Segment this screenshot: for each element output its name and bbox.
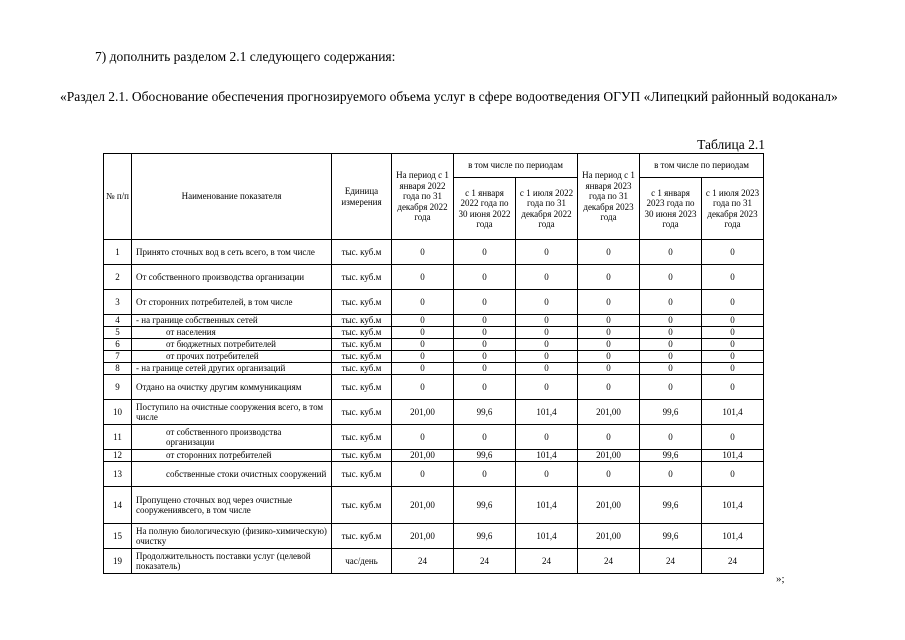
row-value: 0	[392, 425, 454, 450]
table-row	[104, 363, 764, 375]
table-row	[104, 265, 764, 290]
row-value: 0	[392, 290, 454, 315]
row-value: 99,6	[454, 524, 516, 549]
row-value: 0	[516, 265, 578, 290]
row-unit: час/день	[332, 549, 392, 574]
row-name: от сторонних потребителей	[132, 450, 332, 462]
table-row	[104, 524, 764, 549]
header-incl-2022: в том числе по периодам	[454, 154, 578, 178]
row-value: 0	[516, 339, 578, 351]
row-value: 24	[640, 549, 702, 574]
row-value: 0	[454, 462, 516, 487]
row-value: 0	[702, 240, 764, 265]
row-name: от прочих потребителей	[132, 351, 332, 363]
row-value: 101,4	[516, 487, 578, 524]
table-row	[104, 549, 764, 574]
row-unit: тыс. куб.м	[332, 240, 392, 265]
row-unit: тыс. куб.м	[332, 462, 392, 487]
row-unit: тыс. куб.м	[332, 351, 392, 363]
table-row	[104, 290, 764, 315]
row-value: 0	[702, 425, 764, 450]
row-number: 6	[104, 339, 132, 351]
row-value: 24	[392, 549, 454, 574]
row-name: Пропущено сточных вод через очистные сооружениявсего, в том числе	[132, 487, 332, 524]
header-h2-2023: с 1 июля 2023 года по 31 декабря 2023 года	[702, 178, 764, 240]
row-unit: тыс. куб.м	[332, 400, 392, 425]
row-unit: тыс. куб.м	[332, 339, 392, 351]
table-row	[104, 400, 764, 425]
row-value: 0	[702, 290, 764, 315]
row-value: 99,6	[454, 487, 516, 524]
closing-mark: »;	[776, 573, 785, 585]
row-number: 10	[104, 400, 132, 425]
row-value: 101,4	[516, 524, 578, 549]
row-number: 19	[104, 549, 132, 574]
row-value: 99,6	[454, 450, 516, 462]
row-value: 0	[702, 363, 764, 375]
row-value: 0	[454, 265, 516, 290]
row-value: 101,4	[516, 400, 578, 425]
table-row	[104, 375, 764, 400]
row-value: 0	[392, 315, 454, 327]
row-value: 201,00	[578, 487, 640, 524]
row-value: 0	[454, 315, 516, 327]
row-value: 0	[392, 375, 454, 400]
row-value: 201,00	[392, 524, 454, 549]
row-value: 101,4	[516, 450, 578, 462]
row-value: 0	[454, 375, 516, 400]
row-value: 0	[578, 351, 640, 363]
row-name: На полную биологическую (физико-химическую) очистку	[132, 524, 332, 549]
row-value: 0	[454, 339, 516, 351]
row-value: 0	[702, 339, 764, 351]
row-name: От сторонних потребителей, в том числе	[132, 290, 332, 315]
header-name: Наименование показателя	[132, 154, 332, 240]
row-unit: тыс. куб.м	[332, 363, 392, 375]
row-value: 101,4	[702, 400, 764, 425]
row-value: 0	[702, 351, 764, 363]
header-num: № п/п	[104, 154, 132, 240]
table-row	[104, 425, 764, 450]
row-name: - на границе собственных сетей	[132, 315, 332, 327]
row-unit: тыс. куб.м	[332, 327, 392, 339]
header-h1-2022: с 1 января 2022 года по 30 июня 2022 года	[454, 178, 516, 240]
row-unit: тыс. куб.м	[332, 487, 392, 524]
row-value: 0	[516, 240, 578, 265]
row-value: 0	[640, 462, 702, 487]
row-value: 0	[578, 425, 640, 450]
header-period-2023: На период с 1 января 2023 года по 31 декабря 2023 года	[578, 154, 640, 240]
row-name: от населения	[132, 327, 332, 339]
table-row	[104, 327, 764, 339]
row-value: 101,4	[702, 450, 764, 462]
row-value: 0	[640, 425, 702, 450]
table-row	[104, 450, 764, 462]
row-value: 0	[516, 327, 578, 339]
row-value: 24	[516, 549, 578, 574]
row-number: 4	[104, 315, 132, 327]
row-value: 99,6	[640, 524, 702, 549]
row-value: 0	[578, 327, 640, 339]
row-name: Поступило на очистные сооружения всего, в том числе	[132, 400, 332, 425]
row-value: 0	[702, 265, 764, 290]
row-value: 0	[640, 265, 702, 290]
row-value: 24	[578, 549, 640, 574]
row-value: 0	[640, 315, 702, 327]
row-value: 0	[454, 290, 516, 315]
table-row	[104, 351, 764, 363]
row-number: 1	[104, 240, 132, 265]
row-value: 0	[640, 363, 702, 375]
row-number: 9	[104, 375, 132, 400]
row-value: 0	[578, 290, 640, 315]
header-incl-2023: в том числе по периодам	[640, 154, 764, 178]
row-value: 0	[392, 240, 454, 265]
row-unit: тыс. куб.м	[332, 265, 392, 290]
row-value: 201,00	[392, 487, 454, 524]
header-period-2022: На период с 1 января 2022 года по 31 декабря 2022 года	[392, 154, 454, 240]
row-value: 201,00	[392, 450, 454, 462]
table-row	[104, 339, 764, 351]
header-unit: Единица измерения	[332, 154, 392, 240]
row-value: 0	[702, 462, 764, 487]
row-name: от бюджетных потребителей	[132, 339, 332, 351]
row-number: 3	[104, 290, 132, 315]
row-value: 0	[702, 315, 764, 327]
row-value: 0	[578, 375, 640, 400]
row-name: Отдано на очистку другим коммуникациям	[132, 375, 332, 400]
table-row	[104, 315, 764, 327]
row-value: 0	[454, 351, 516, 363]
row-value: 0	[516, 425, 578, 450]
row-value: 0	[640, 375, 702, 400]
row-value: 0	[392, 462, 454, 487]
row-value: 24	[702, 549, 764, 574]
row-value: 0	[392, 339, 454, 351]
section-title: «Раздел 2.1. Обоснование обеспечения прогнозируемого объема услуг в сфере водоотведения ОГУП «Липецкий районный водоканал»	[60, 89, 838, 104]
row-value: 0	[392, 363, 454, 375]
row-value: 24	[454, 549, 516, 574]
header-h1-2023: с 1 января 2023 года по 30 июня 2023 года	[640, 178, 702, 240]
row-unit: тыс. куб.м	[332, 375, 392, 400]
row-name: - на границе сетей других организаций	[132, 363, 332, 375]
row-value: 0	[516, 315, 578, 327]
row-value: 0	[454, 240, 516, 265]
row-unit: тыс. куб.м	[332, 450, 392, 462]
row-value: 0	[578, 339, 640, 351]
row-name: от собственного производства организации	[132, 425, 332, 450]
row-value: 0	[454, 327, 516, 339]
row-value: 201,00	[578, 450, 640, 462]
table-body	[104, 240, 764, 574]
row-name: Принято сточных вод в сеть всего, в том числе	[132, 240, 332, 265]
row-value: 0	[578, 363, 640, 375]
row-value: 201,00	[578, 524, 640, 549]
row-value: 0	[640, 351, 702, 363]
row-value: 0	[454, 363, 516, 375]
row-number: 14	[104, 487, 132, 524]
row-value: 99,6	[454, 400, 516, 425]
row-number: 12	[104, 450, 132, 462]
row-value: 101,4	[702, 487, 764, 524]
row-number: 7	[104, 351, 132, 363]
row-value: 0	[578, 315, 640, 327]
row-value: 0	[640, 339, 702, 351]
row-value: 0	[578, 265, 640, 290]
row-value: 0	[516, 290, 578, 315]
row-unit: тыс. куб.м	[332, 524, 392, 549]
row-value: 101,4	[702, 524, 764, 549]
row-value: 0	[702, 375, 764, 400]
table-caption: Таблица 2.1	[697, 137, 765, 152]
row-value: 99,6	[640, 487, 702, 524]
row-value: 201,00	[392, 400, 454, 425]
row-value: 0	[454, 425, 516, 450]
row-value: 0	[640, 327, 702, 339]
row-number: 2	[104, 265, 132, 290]
row-value: 0	[640, 290, 702, 315]
header-h2-2022: с 1 июля 2022 года по 31 декабря 2022 года	[516, 178, 578, 240]
row-value: 0	[392, 351, 454, 363]
row-value: 0	[578, 462, 640, 487]
row-unit: тыс. куб.м	[332, 315, 392, 327]
table-row	[104, 462, 764, 487]
row-value: 201,00	[578, 400, 640, 425]
row-value: 0	[516, 351, 578, 363]
row-name: От собственного производства организации	[132, 265, 332, 290]
row-value: 0	[392, 327, 454, 339]
table-row	[104, 240, 764, 265]
row-value: 0	[578, 240, 640, 265]
row-name: Продолжительность поставки услуг (целевой показатель)	[132, 549, 332, 574]
row-value: 0	[392, 265, 454, 290]
row-value: 99,6	[640, 450, 702, 462]
row-value: 0	[702, 327, 764, 339]
intro-paragraph: 7) дополнить разделом 2.1 следующего содержания:	[95, 49, 396, 64]
row-value: 0	[516, 363, 578, 375]
data-table	[103, 153, 764, 574]
row-value: 99,6	[640, 400, 702, 425]
row-number: 5	[104, 327, 132, 339]
row-unit: тыс. куб.м	[332, 290, 392, 315]
row-unit: тыс. куб.м	[332, 425, 392, 450]
row-number: 13	[104, 462, 132, 487]
row-value: 0	[640, 240, 702, 265]
row-number: 15	[104, 524, 132, 549]
table-row	[104, 487, 764, 524]
row-name: собственные стоки очистных сооружений	[132, 462, 332, 487]
row-value: 0	[516, 462, 578, 487]
row-number: 11	[104, 425, 132, 450]
row-number: 8	[104, 363, 132, 375]
row-value: 0	[516, 375, 578, 400]
